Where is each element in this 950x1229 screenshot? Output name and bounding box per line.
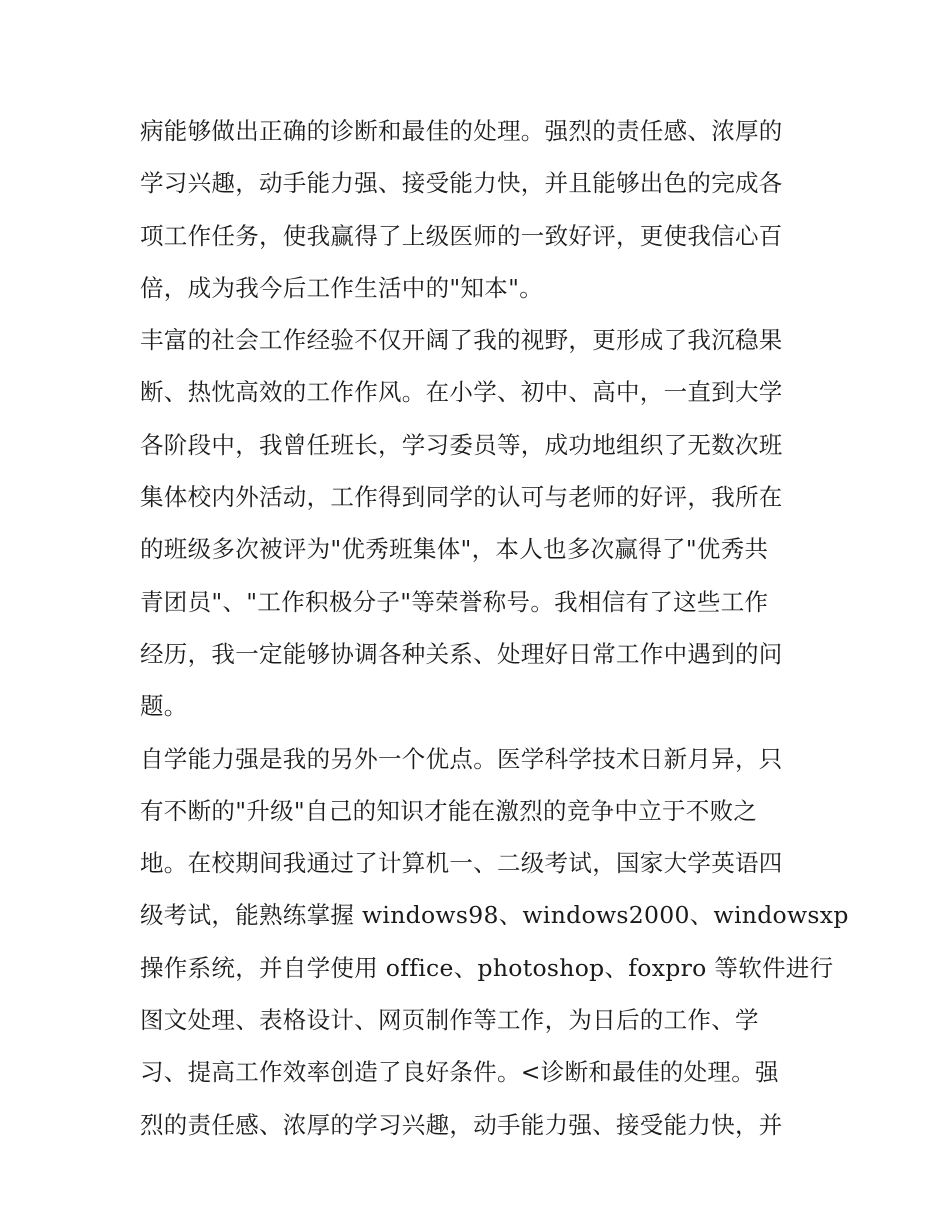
text-line: 倍，成为我今后工作生活中的"知本"。 — [140, 273, 544, 302]
text-line: 病能够做出正确的诊断和最佳的处理。强烈的责任感、浓厚的 — [140, 117, 783, 145]
text-line: 学习兴趣，动手能力强、接受能力快，并且能够出色的完成各 — [140, 169, 783, 198]
text-line: 集体校内外活动，工作得到同学的认可与老师的好评，我所在 — [140, 483, 783, 512]
text-line: 级考试，能熟练掌握 windows98、windows2000、windowsxp — [140, 901, 849, 930]
text-line: 习、提高工作效率创造了良好条件。<诊断和最佳的处理。强 — [140, 1058, 779, 1087]
text-line: 操作系统，并自学使用 office、photoshop、foxpro 等软件进行 — [140, 953, 834, 982]
text-line: 各阶段中，我曾任班长，学习委员等，成功地组织了无数次班 — [140, 430, 783, 459]
text-line: 地。在校期间我通过了计算机一、二级考试，国家大学英语四 — [140, 849, 783, 878]
text-line: 自学能力强是我的另外一个优点。医学科学技术日新月异，只 — [140, 744, 783, 773]
text-line: 烈的责任感、浓厚的学习兴趣，动手能力强、接受能力快，并 — [140, 1110, 783, 1139]
text-line: 题。 — [140, 692, 188, 721]
text-line: 丰富的社会工作经验不仅开阔了我的视野，更形成了我沉稳果 — [140, 326, 783, 355]
text-line: 的班级多次被评为"优秀班集体"，本人也多次赢得了"优秀共 — [140, 535, 769, 564]
body-text — [140, 105, 849, 1151]
text-line: 有不断的"升级"自己的知识才能在激烈的竞争中立于不败之 — [140, 796, 758, 825]
text-line: 断、热忱高效的工作作风。在小学、初中、高中，一直到大学 — [140, 378, 783, 407]
text-line: 青团员"、"工作积极分子"等荣誉称号。我相信有了这些工作 — [140, 587, 769, 616]
text-line: 图文处理、表格设计、网页制作等工作，为日后的工作、学 — [140, 1006, 759, 1035]
text-line: 经历，我一定能够协调各种关系、处理好日常工作中遇到的问 — [140, 639, 783, 668]
text-line: 项工作任务，使我赢得了上级医师的一致好评，更使我信心百 — [140, 221, 783, 250]
